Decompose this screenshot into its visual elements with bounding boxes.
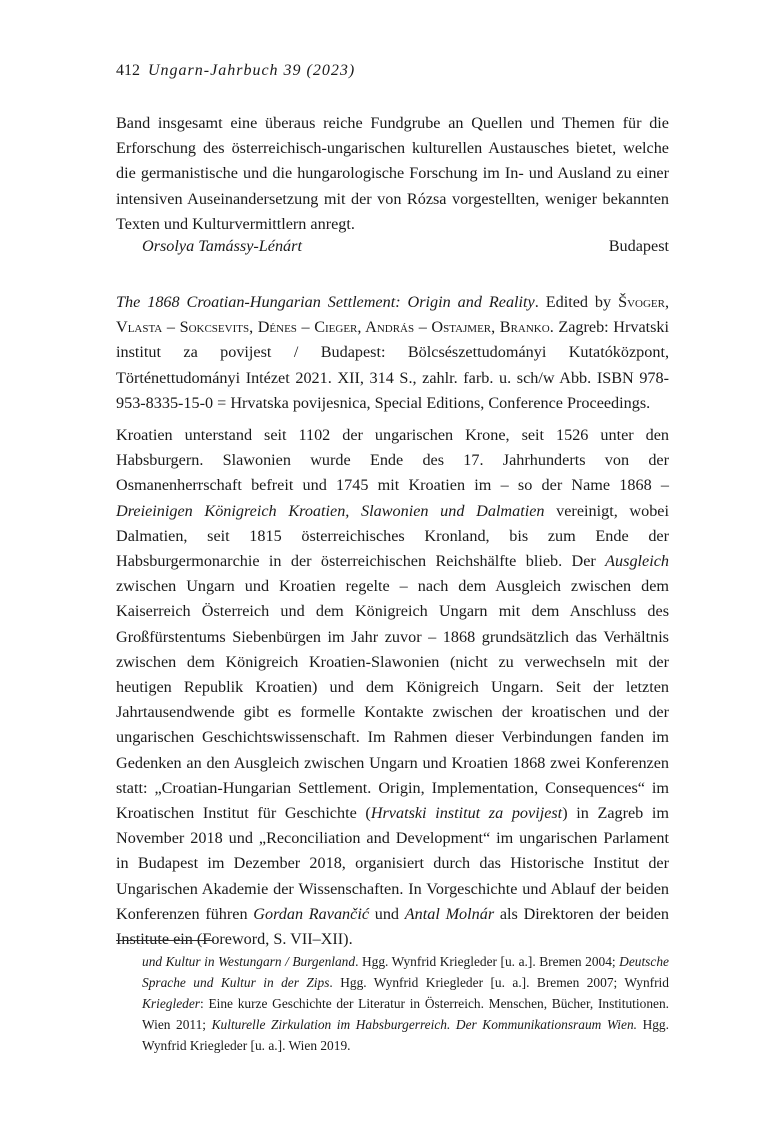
editor-name: Cieger, András [314,318,415,337]
reviewer-signature [142,234,669,259]
book-title: The 1868 Croatian-Hungarian Settlement: Origin and Reality [116,293,535,311]
publication-details: . Zagreb: Hrvatski institut za povijest / Budapest: Bölcsészettudományi Kutatóközpont, Történettudományi Intézet 2021. XII, 314 S., zahlr. farb. u. sch/w Abb. ISBN 978-953-8335-15-0 = Hrvatska povijesnica, Special Editions, Conference Proceedings. [116,318,670,412]
footnote: und Kultur in Westungarn / Burgenland. Hgg. Wynfrid Kriegleder [u. a.]. Bremen 2004; Deutsche Sprache und Kultur in der Zips. Hgg. Wynfrid Kriegleder [u. a.]. Bremen 2007; Wynfrid Kriegleder: Eine kurze Geschichte der Literatur in Österreich. Menschen, Bücher, Institutionen. Wien 2011; Kulturelle Zirkulation im Habsburgerreich. Der Kommunikationsraum Wien. Hgg. Wynfrid Kriegleder [u. a.]. Wien 2019. [142,954,669,1053]
footnote-separator [116,940,214,941]
editor-name: Ostajmer, Branko [431,318,550,337]
review-bibliography: The 1868 Croatian-Hungarian Settlement: Origin and Reality. Edited by Švoger, Vlasta – Sokcsevits, Dénes – Cieger, András – Ostajmer, Branko. Zagreb: Hrvatski institut za povijest / Budapest: Bölcsészettudományi Kutatóközpont, Történettudományi Intézet 2021. XII, 314 S., zahlr. farb. u. sch/w Abb. ISBN 978-953-8335-15-0 = Hrvatska povijesnica, Special Editions, Conference Proceedings. [116,293,670,412]
review-body [116,423,669,952]
editor-name: Švoger [618,293,665,311]
editor-name: Sokcsevits, Dénes [179,318,297,337]
reviewer-name: Orsolya Tamássy-Lénárt [142,237,302,255]
page-number: 412 [116,62,140,79]
running-header [116,60,355,82]
paragraph: Band insgesamt eine überaus reiche Fundgrube an Quellen und Themen für die Erforschung des österreichisch-ungarischen kulturellen Austausches bietet, welche die germanistische und die hungarologische Forschung im In- und Ausland zu einer intensiven Auseinandersetzung mit der von Rózsa vorgestellten, weniger bekannten Texten und Kulturvermittlern anregt. [116,114,669,233]
previous-review-ending [116,111,669,237]
journal-title: Ungarn-Jahrbuch 39 (2023) [148,62,356,79]
paragraph: Kroatien unterstand seit 1102 der ungarischen Krone, seit 1526 unter den Habsburgern. Slawonien wurde Ende des 17. Jahrhunderts von der Osmanenherrschaft befreit und 1745 mit Kroatien im – so der Name 1868 – Dreieinigen Königreich Kroatien, Slawonien und Dalmatien vereinigt, wobei Dalmatien, seit 1815 österreichisches Kronland, bis zum Ende der Habsburgermonarchie in der österreichischen Reichshälfte blieb. Der Ausgleich zwischen Ungarn und Kroatien regelte – nach dem Ausgleich zwischen dem Kaiserreich Österreich und dem Königreich Ungarn mit dem Anschluss des Großfürstentums Siebenbürgen im Jahr zuvor – 1868 grundsätzlich das Verhältnis zwischen dem Königreich Kroatien-Slawonien (nicht zu verwechseln mit der heutigen Republik Kroatien) und dem Königreich Ungarn. Seit der letzten Jahrtausendwende gibt es formelle Kontakte zwischen der kroatischen und der ungarischen Geschichtswissenschaft. Im Rahmen dieser Verbindungen fanden im Gedenken an den Ausgleich zwischen Ungarn und Kroatien 1868 zwei Konferenzen statt: „Croatian-Hungarian Settlement. Origin, Implementation, Consequences“ im Kroatischen Institut für Geschichte (Hrvatski institut za povijest) in Zagreb im November 2018 und „Reconciliation and Development“ im ungarischen Parlament in Budapest im Dezember 2018, organisiert durch das Historische Institut der Ungarischen Akademie der Wissenschaften. In Vorgeschichte und Ablauf der beiden Konferenzen führen Gordan Ravančić und Antal Molnár als Direktoren der beiden Institute ein (Foreword, S. VII–XII). [116,426,670,949]
reviewer-place: Budapest [608,237,669,255]
editor-name: , Vlasta [116,293,669,337]
